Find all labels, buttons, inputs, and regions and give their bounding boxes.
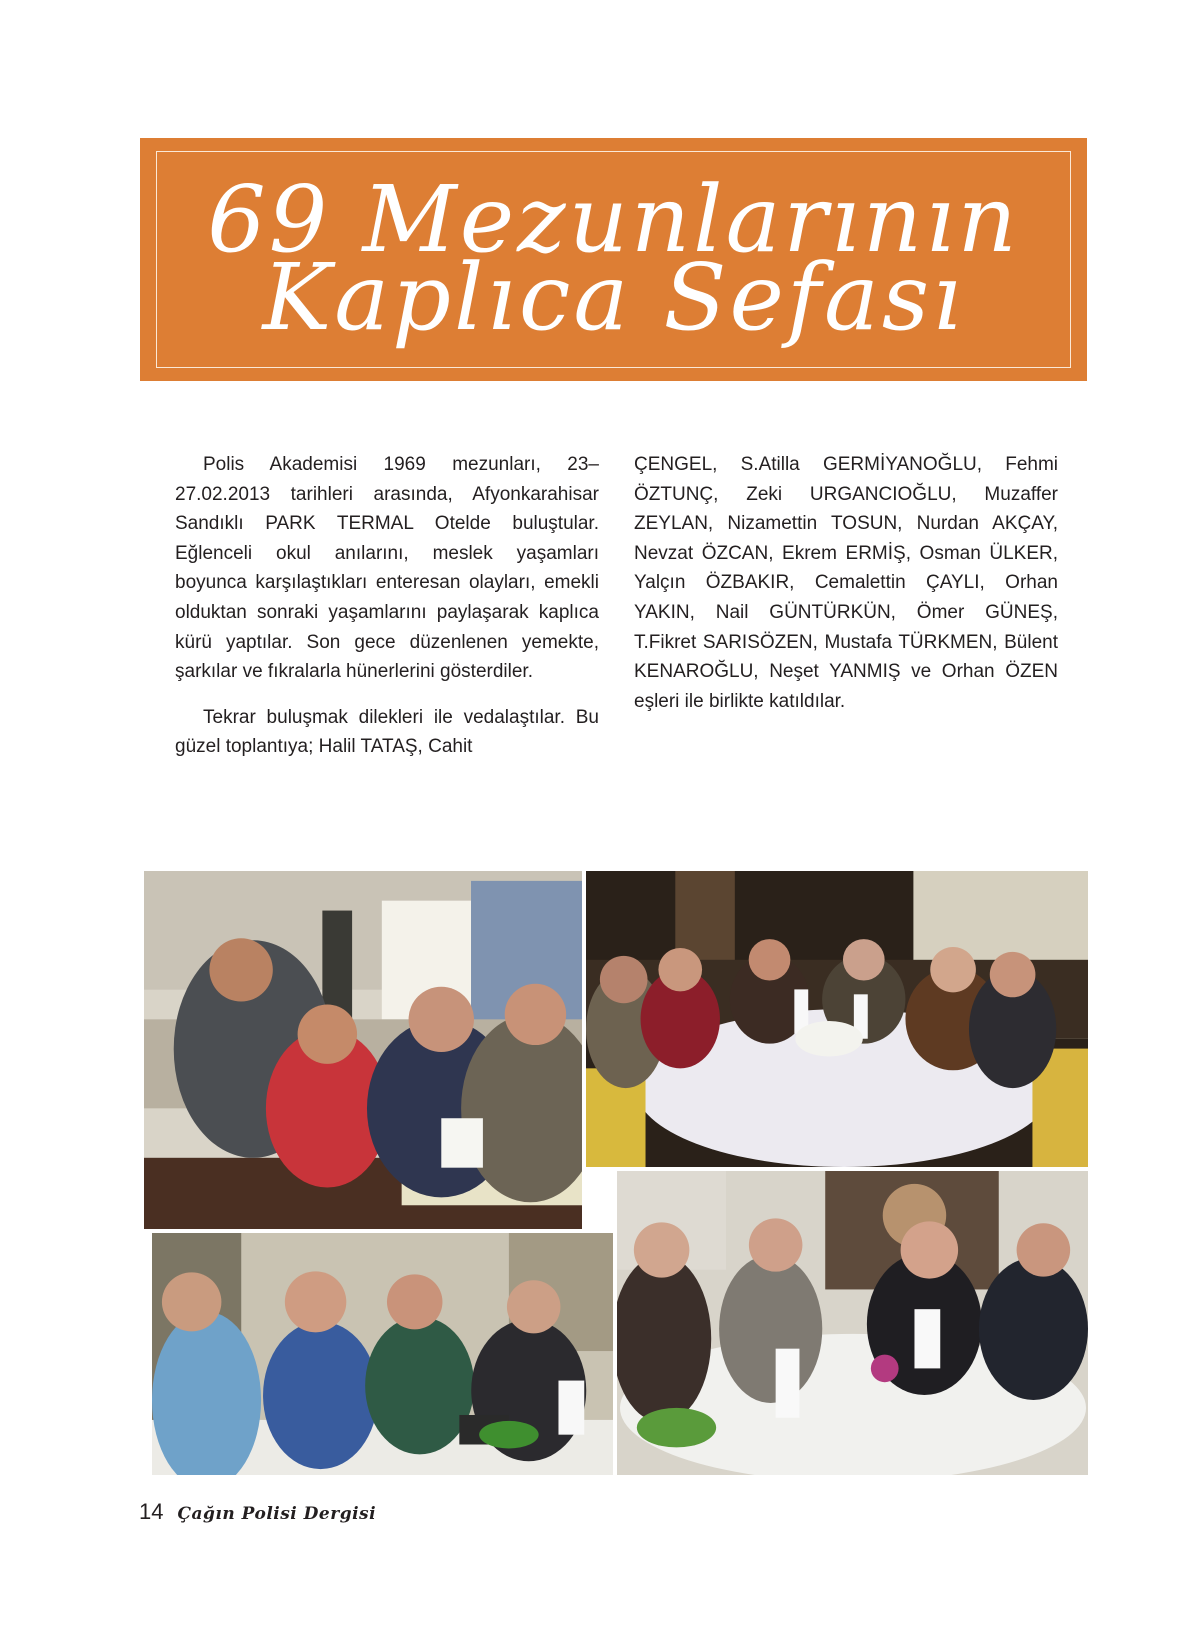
magazine-name: Çağın Polisi Dergisi <box>177 1504 377 1524</box>
article-title-line-1: 69 Mezunlarının <box>207 166 1020 273</box>
article-paragraph-2: Tekrar buluşmak dilekleri ile vedalaştılar. Bu güzel toplantıya; Halil TATAŞ, Cahit <box>175 706 599 758</box>
article-paragraph-3: ÇENGEL, S.Atilla GERMİYANOĞLU, Fehmi ÖZTUNÇ, Zeki URGANCIOĞLU, Muzaffer ZEYLAN, Nizamettin TOSUN, Nurdan AKÇAY, Nevzat ÖZCAN, Ekrem ERMİŞ, Osman ÜLKER, Yalçın ÖZBAKIR, Cemalettin ÇAYLI, Orhan YAKIN, Nail GÜNTÜRKÜN, Ömer GÜNEŞ, T.Fikret SARISÖZEN, Mustafa TÜRKMEN, Bülent KENAROĞLU, Neşet YANMIŞ ve Orhan ÖZEN eşleri ile birlikte katıldılar. <box>634 454 1058 712</box>
photo-dinner-under-portrait-image <box>617 1171 1088 1475</box>
photo-restaurant-group-image <box>144 871 582 1229</box>
photo-dinner-table-four-guests-image <box>152 1233 613 1475</box>
article-paragraph-1: Polis Akademisi 1969 mezunları, 23–27.02.2013 tarihleri arasında, Afyonkarahisar Sandıklı PARK TERMAL Otelde buluştular. Eğlenceli okul anılarını, meslek yaşamları boyunca karşılaştıkları enteresan olayları, emekli olduktan sonraki yaşamlarını paylaşarak kaplıca kürü yaptılar. Son gece düzenlenen yemekte, şarkılar ve fıkralarla hünerlerini gösterdiler. <box>175 454 599 683</box>
photo-round-dinner-table <box>584 869 1090 1169</box>
photo-restaurant-group-of-four <box>142 869 584 1231</box>
title-banner <box>140 138 1087 381</box>
photo-dinner-under-portrait <box>615 1169 1090 1477</box>
article-left-column <box>175 450 599 762</box>
photo-round-dinner-table-image <box>586 871 1088 1167</box>
page-number: 14 <box>139 1499 164 1524</box>
article-title-line-2: Kaplıca Sefası <box>262 244 965 351</box>
article-right-column <box>634 450 1058 716</box>
page-footer <box>139 1499 376 1529</box>
photo-dinner-table-four-guests <box>150 1231 615 1477</box>
